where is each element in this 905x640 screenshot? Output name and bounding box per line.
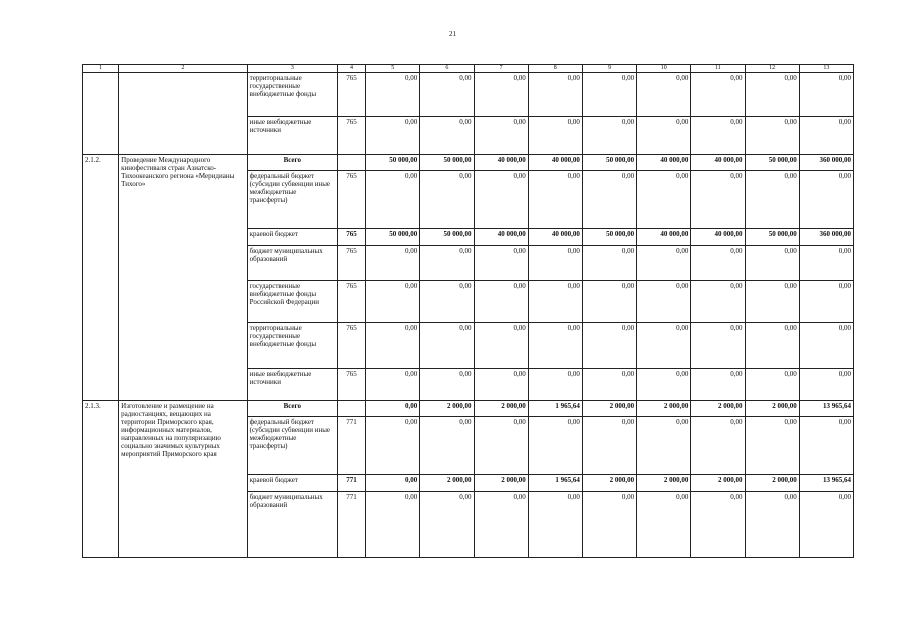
amount-cell: 2 000,00 — [474, 401, 528, 417]
column-number: 6 — [420, 65, 474, 73]
budget-code — [337, 155, 365, 171]
amount-cell: 0,00 — [366, 417, 420, 475]
budget-code: 765 — [337, 73, 365, 117]
column-number: 9 — [582, 65, 636, 73]
amount-cell: 0,00 — [528, 246, 582, 281]
amount-cell: 0,00 — [637, 246, 691, 281]
amount-cell: 40 000,00 — [637, 229, 691, 246]
amount-cell: 50 000,00 — [366, 229, 420, 246]
funding-source: федеральный бюджет (субсидии субвенции иные межбюджетные трансферты) — [247, 417, 337, 475]
amount-cell: 0,00 — [528, 492, 582, 558]
amount-cell: 40 000,00 — [691, 155, 745, 171]
amount-cell: 50 000,00 — [745, 155, 799, 171]
amount-cell: 0,00 — [799, 417, 853, 475]
funding-source: Всего — [247, 155, 337, 171]
amount-cell: 0,00 — [366, 117, 420, 155]
amount-cell: 0,00 — [799, 281, 853, 323]
funding-source: федеральный бюджет (субсидии субвенции иные межбюджетные трансферты) — [247, 171, 337, 229]
column-number: 11 — [691, 65, 745, 73]
column-number: 3 — [247, 65, 337, 73]
budget-code — [337, 401, 365, 417]
table-row — [83, 155, 854, 171]
amount-cell: 1 965,64 — [528, 401, 582, 417]
budget-code: 765 — [337, 229, 365, 246]
amount-cell: 0,00 — [528, 73, 582, 117]
amount-cell: 0,00 — [420, 417, 474, 475]
amount-cell: 0,00 — [745, 73, 799, 117]
table-row — [83, 73, 854, 117]
amount-cell: 0,00 — [582, 417, 636, 475]
amount-cell: 2 000,00 — [420, 475, 474, 492]
item-index: 2.1.3. — [83, 401, 119, 558]
amount-cell: 50 000,00 — [582, 155, 636, 171]
amount-cell: 0,00 — [582, 281, 636, 323]
amount-cell: 0,00 — [528, 323, 582, 369]
item-title-cell — [119, 73, 248, 155]
amount-cell: 0,00 — [474, 417, 528, 475]
amount-cell: 0,00 — [528, 171, 582, 229]
amount-cell: 2 000,00 — [691, 401, 745, 417]
amount-cell: 0,00 — [366, 475, 420, 492]
amount-cell: 0,00 — [366, 369, 420, 401]
amount-cell: 0,00 — [474, 171, 528, 229]
column-number: 10 — [637, 65, 691, 73]
amount-cell: 0,00 — [637, 73, 691, 117]
amount-cell: 0,00 — [474, 492, 528, 558]
amount-cell: 0,00 — [799, 323, 853, 369]
amount-cell: 0,00 — [366, 401, 420, 417]
amount-cell: 0,00 — [637, 417, 691, 475]
amount-cell: 2 000,00 — [691, 475, 745, 492]
funding-source: иные внебюджетные источники — [247, 369, 337, 401]
amount-cell: 50 000,00 — [582, 229, 636, 246]
amount-cell: 0,00 — [799, 246, 853, 281]
amount-cell: 0,00 — [691, 246, 745, 281]
amount-cell: 2 000,00 — [582, 475, 636, 492]
amount-cell: 0,00 — [582, 117, 636, 155]
budget-code: 771 — [337, 492, 365, 558]
amount-cell: 0,00 — [691, 171, 745, 229]
page-number: 21 — [449, 30, 456, 38]
amount-cell: 2 000,00 — [745, 401, 799, 417]
amount-cell: 2 000,00 — [745, 475, 799, 492]
amount-cell: 0,00 — [474, 117, 528, 155]
column-number-row — [83, 65, 854, 73]
amount-cell: 0,00 — [691, 73, 745, 117]
amount-cell: 0,00 — [691, 417, 745, 475]
amount-cell: 0,00 — [691, 323, 745, 369]
amount-cell: 0,00 — [366, 281, 420, 323]
amount-cell: 0,00 — [366, 492, 420, 558]
amount-cell: 50 000,00 — [420, 155, 474, 171]
amount-cell: 0,00 — [745, 117, 799, 155]
amount-cell: 0,00 — [474, 369, 528, 401]
amount-cell: 50 000,00 — [745, 229, 799, 246]
amount-cell: 0,00 — [474, 246, 528, 281]
amount-cell: 0,00 — [420, 171, 474, 229]
column-number: 5 — [366, 65, 420, 73]
budget-code: 765 — [337, 281, 365, 323]
amount-cell: 0,00 — [637, 369, 691, 401]
table-body — [83, 73, 854, 558]
amount-cell: 0,00 — [745, 417, 799, 475]
item-index-cell — [83, 73, 119, 155]
amount-cell: 0,00 — [745, 492, 799, 558]
amount-cell: 0,00 — [528, 369, 582, 401]
amount-cell: 0,00 — [420, 117, 474, 155]
amount-cell: 0,00 — [691, 281, 745, 323]
amount-cell: 0,00 — [745, 171, 799, 229]
amount-cell: 0,00 — [582, 369, 636, 401]
amount-cell: 40 000,00 — [637, 155, 691, 171]
amount-cell: 2 000,00 — [582, 401, 636, 417]
amount-cell: 2 000,00 — [637, 401, 691, 417]
amount-cell: 13 965,64 — [799, 475, 853, 492]
funding-source: иные внебюджетные источники — [247, 117, 337, 155]
item-index: 2.1.2. — [83, 155, 119, 401]
funding-source: государственные внебюджетные фонды Российской Федерации — [247, 281, 337, 323]
column-number: 12 — [745, 65, 799, 73]
amount-cell: 0,00 — [474, 73, 528, 117]
column-number: 2 — [119, 65, 248, 73]
amount-cell: 0,00 — [420, 323, 474, 369]
amount-cell: 0,00 — [366, 73, 420, 117]
amount-cell: 0,00 — [637, 323, 691, 369]
amount-cell: 2 000,00 — [637, 475, 691, 492]
amount-cell: 1 965,64 — [528, 475, 582, 492]
table-row — [83, 401, 854, 417]
amount-cell: 0,00 — [691, 492, 745, 558]
budget-code: 765 — [337, 246, 365, 281]
amount-cell: 0,00 — [420, 369, 474, 401]
amount-cell: 0,00 — [420, 492, 474, 558]
amount-cell: 2 000,00 — [474, 475, 528, 492]
amount-cell: 0,00 — [799, 73, 853, 117]
funding-source: территориальные государственные внебюджетные фонды — [247, 323, 337, 369]
amount-cell: 0,00 — [691, 369, 745, 401]
amount-cell: 50 000,00 — [366, 155, 420, 171]
column-number: 1 — [83, 65, 119, 73]
budget-code: 765 — [337, 323, 365, 369]
amount-cell: 0,00 — [799, 171, 853, 229]
amount-cell: 0,00 — [582, 492, 636, 558]
amount-cell: 0,00 — [420, 73, 474, 117]
amount-cell: 0,00 — [528, 117, 582, 155]
amount-cell: 360 000,00 — [799, 229, 853, 246]
amount-cell: 0,00 — [420, 281, 474, 323]
amount-cell: 0,00 — [637, 281, 691, 323]
amount-cell: 0,00 — [799, 492, 853, 558]
amount-cell: 0,00 — [366, 323, 420, 369]
budget-code: 765 — [337, 171, 365, 229]
amount-cell: 50 000,00 — [420, 229, 474, 246]
amount-cell: 0,00 — [366, 171, 420, 229]
amount-cell: 0,00 — [366, 246, 420, 281]
amount-cell: 40 000,00 — [691, 229, 745, 246]
budget-code: 765 — [337, 369, 365, 401]
amount-cell: 0,00 — [691, 117, 745, 155]
amount-cell: 0,00 — [582, 246, 636, 281]
amount-cell: 0,00 — [528, 281, 582, 323]
funding-source: краевой бюджет — [247, 229, 337, 246]
funding-source: Всего — [247, 401, 337, 417]
amount-cell: 0,00 — [474, 323, 528, 369]
amount-cell: 0,00 — [745, 281, 799, 323]
amount-cell: 0,00 — [745, 323, 799, 369]
amount-cell: 40 000,00 — [474, 155, 528, 171]
column-number: 13 — [799, 65, 853, 73]
funding-source: бюджет муниципальных образований — [247, 246, 337, 281]
amount-cell: 0,00 — [637, 117, 691, 155]
amount-cell: 40 000,00 — [474, 229, 528, 246]
amount-cell: 40 000,00 — [528, 229, 582, 246]
budget-code: 765 — [337, 117, 365, 155]
amount-cell: 0,00 — [528, 417, 582, 475]
budget-table — [82, 64, 854, 558]
item-title: Проведение Международного кинофестиваля стран Азиатско- Тихоокеанского региона «Меридианы Тихого» — [119, 155, 248, 401]
amount-cell: 360 000,00 — [799, 155, 853, 171]
budget-code: 771 — [337, 417, 365, 475]
column-number: 7 — [474, 65, 528, 73]
amount-cell: 0,00 — [745, 246, 799, 281]
funding-source: территориальные государственные внебюджетные фонды — [247, 73, 337, 117]
amount-cell: 0,00 — [799, 369, 853, 401]
amount-cell: 0,00 — [637, 171, 691, 229]
column-number: 8 — [528, 65, 582, 73]
amount-cell: 0,00 — [582, 323, 636, 369]
amount-cell: 0,00 — [474, 281, 528, 323]
amount-cell: 0,00 — [637, 492, 691, 558]
column-number: 4 — [337, 65, 365, 73]
amount-cell: 0,00 — [420, 246, 474, 281]
amount-cell: 13 965,64 — [799, 401, 853, 417]
item-title: Изготовление и размещение на радиостанциях, вещающих на территории Приморского края, информационных материалов, направленных на популяризацию социально значимых культурных мероприятий Приморского края — [119, 401, 248, 558]
funding-source: краевой бюджет — [247, 475, 337, 492]
budget-code: 771 — [337, 475, 365, 492]
amount-cell: 0,00 — [799, 117, 853, 155]
amount-cell: 0,00 — [745, 369, 799, 401]
amount-cell: 2 000,00 — [420, 401, 474, 417]
amount-cell: 0,00 — [582, 171, 636, 229]
funding-source: бюджет муниципальных образований — [247, 492, 337, 558]
amount-cell: 40 000,00 — [528, 155, 582, 171]
amount-cell: 0,00 — [582, 73, 636, 117]
